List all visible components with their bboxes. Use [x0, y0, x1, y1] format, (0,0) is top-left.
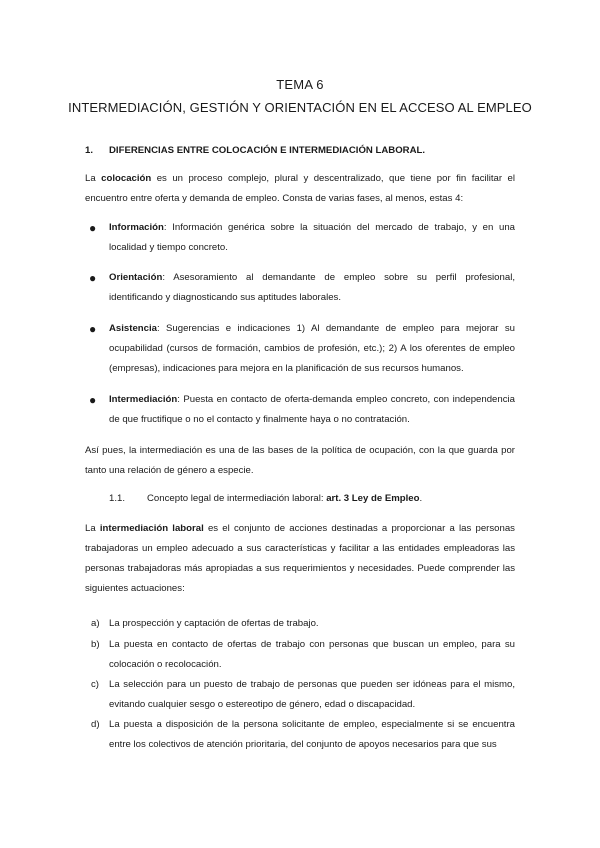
bullet-text: : Puesta en contacto de oferta-demanda empleo concreto, con independencia de que fructifique o no el contacto y finalmente haya o no contratación.: [109, 394, 515, 425]
intro-prefix: La: [85, 173, 102, 184]
bullet-term: Intermediación: [109, 394, 178, 405]
bullet-text: : Sugerencias e indicaciones 1) Al demandante de empleo para mejorar su ocupabilidad (cursos de formación, cambios de profesión, etc.); 2) A los oferentes de empleo (empresas), indicaciones para mejora en la planificación de sus recursos humanos.: [109, 323, 515, 374]
list-marker: a): [91, 618, 100, 629]
bullet-orientacion: [109, 268, 515, 308]
section-1-heading: [85, 145, 425, 156]
topic-title: INTERMEDIACIÓN, GESTIÓN Y ORIENTACIÓN EN EL ACCESO AL EMPLEO: [68, 100, 532, 115]
intermediacion-definition: [85, 519, 515, 599]
list-item: La puesta a disposición de la persona solicitante de empleo, especialmente si se encuentra entre los colectivos de atención prioritaria, del conjunto de apoyos necesarios para que sus: [109, 719, 515, 750]
list-item: La selección para un puesto de trabajo de personas que pueden ser idóneas para el mismo, evitando cualquier sesgo o estereotipo de género, edad o discapacidad.: [109, 679, 515, 710]
bullet-informacion: [109, 218, 515, 258]
section-1-1-heading: [109, 493, 422, 504]
section-1-1-number: 1.1.: [109, 493, 126, 504]
section-1-title: DIFERENCIAS ENTRE COLOCACIÓN E INTERMEDIACIÓN LABORAL.: [109, 145, 426, 156]
bullet-intermediacion: [109, 390, 515, 430]
topic-number: TEMA 6: [276, 77, 324, 92]
section-1-1-title-end: .: [419, 493, 423, 504]
bullet-term: Orientación: [109, 272, 163, 283]
list-marker: c): [91, 679, 99, 690]
bullet-dot: ●: [89, 393, 97, 407]
bullet-dot: ●: [89, 322, 97, 336]
bullet-term: Información: [109, 222, 164, 233]
section-1-1-title: Concepto legal de intermediación laboral:: [147, 493, 327, 504]
bullet-text: : Asesoramiento al demandante de empleo sobre su perfil profesional, identificando y diagnosticando sus aptitudes laborales.: [109, 272, 515, 303]
section-1-1-law-reference: art. 3 Ley de Empleo: [326, 493, 420, 504]
list-item: La puesta en contacto de ofertas de trabajo con personas que buscan un empleo, para su colocación o recolocación.: [109, 639, 515, 670]
bullet-asistencia: [109, 319, 515, 379]
bullet-term: Asistencia: [109, 323, 157, 334]
section-1-number: 1.: [85, 145, 94, 156]
bullet-text: : Información genérica sobre la situación del mercado de trabajo, y en una localidad y tiempo concreto.: [109, 222, 515, 253]
list-marker: b): [91, 639, 100, 650]
colocacion-intro: [85, 169, 515, 209]
definition-text: es el conjunto de acciones destinadas a proporcionar a las personas trabajadoras un empleo adecuado a sus características y facilitar a las entidades empleadoras las personas trabajadoras más apropiadas a sus requerimientos y necesidades. Puede comprender las siguientes actuaciones:: [85, 523, 515, 594]
definition-prefix: La: [85, 523, 100, 534]
definition-bold-term: intermediación laboral: [99, 523, 204, 534]
bullet-dot: ●: [89, 221, 97, 235]
intro-bold-term: colocación: [101, 173, 152, 184]
bullet-dot: ●: [89, 271, 97, 285]
section-1-conclusion: Así pues, la intermediación es una de las bases de la política de ocupación, con la que guarda por tanto una relación de género a especie.: [85, 445, 515, 476]
list-marker: d): [91, 719, 100, 730]
list-item: La prospección y captación de ofertas de trabajo.: [109, 618, 319, 629]
intro-text: es un proceso complejo, plural y descentralizado, que tiene por fin facilitar el encuentro entre oferta y demanda de empleo. Consta de varias fases, al menos, estas 4:: [85, 173, 516, 204]
